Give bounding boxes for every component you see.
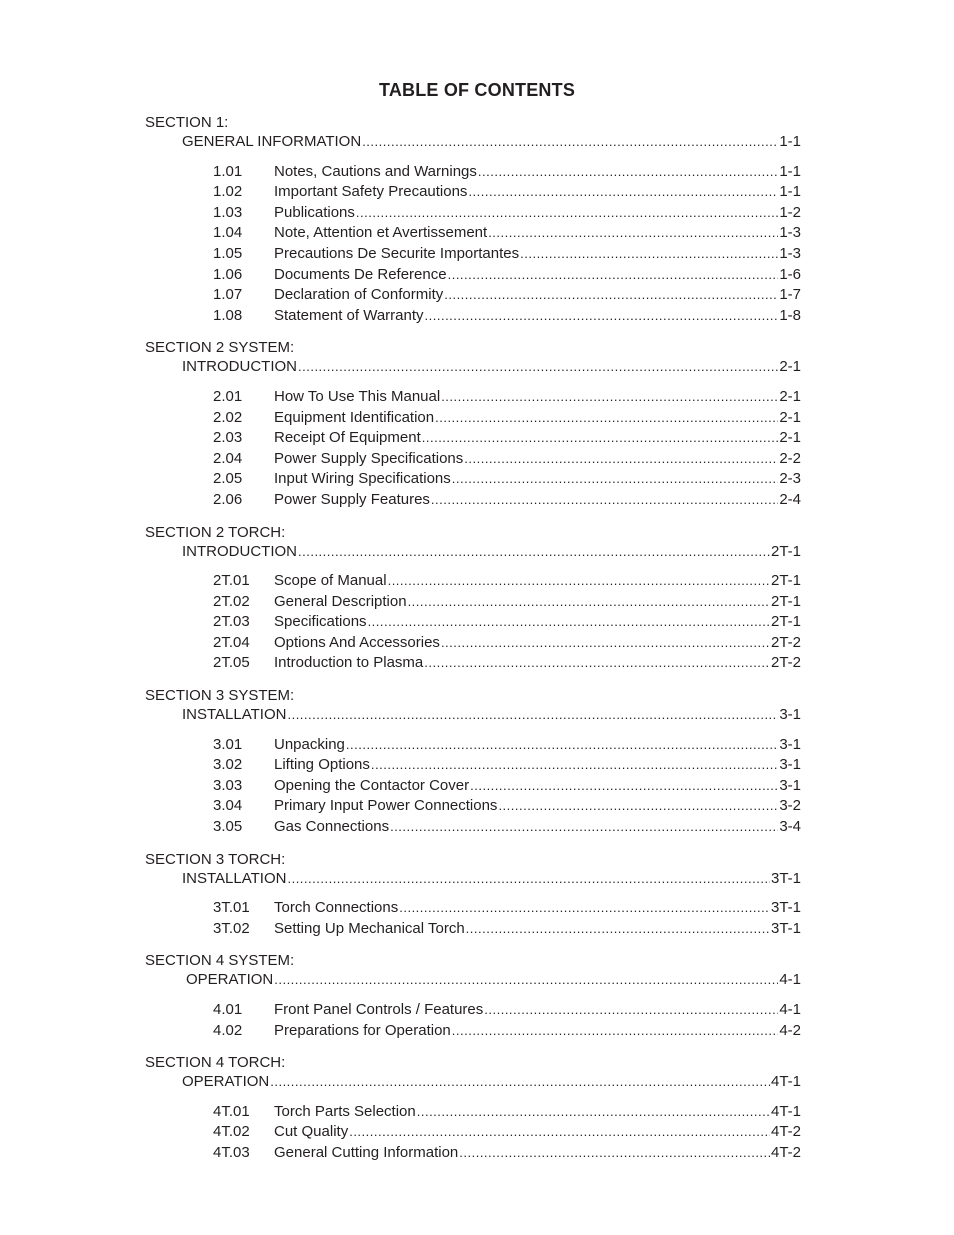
- toc-entry[interactable]: [145, 776, 801, 797]
- toc-section: [145, 952, 801, 1041]
- entry-number: 3.05: [213, 818, 243, 836]
- entry-page-number: 1-3: [779, 244, 801, 262]
- dot-leader: [390, 817, 778, 838]
- entry-number: 2.06: [213, 490, 243, 508]
- entry-page-number: 3-1: [779, 735, 801, 753]
- section-label: SECTION 1:: [145, 114, 229, 131]
- entry-number: 2T.05: [213, 654, 250, 672]
- entry-number: 2T.04: [213, 633, 250, 651]
- entry-page-number: 2-1: [779, 387, 801, 405]
- section-label: SECTION 2 SYSTEM:: [145, 339, 295, 357]
- dot-leader: [388, 571, 770, 592]
- entry-title: Important Safety Precautions: [274, 183, 468, 201]
- toc-entry[interactable]: [145, 817, 801, 838]
- entry-title: Gas Connections: [274, 818, 390, 836]
- entry-title: Scope of Manual: [274, 572, 387, 590]
- toc-entry[interactable]: [145, 592, 801, 613]
- section-heading-row[interactable]: [145, 705, 801, 726]
- section-name: OPERATION: [182, 1073, 270, 1091]
- dot-leader: [346, 735, 778, 756]
- section-heading-row[interactable]: [145, 970, 801, 991]
- toc-entry[interactable]: [145, 612, 801, 633]
- entry-page-number: 1-6: [779, 265, 801, 283]
- section-page-number: 2-1: [779, 358, 801, 376]
- section-page-number: 4T-1: [770, 1073, 801, 1091]
- entry-page-number: 1-1: [779, 162, 801, 180]
- toc-entry[interactable]: [145, 182, 801, 203]
- toc-entry[interactable]: [145, 408, 801, 429]
- entry-page-number: 4T-2: [770, 1143, 801, 1161]
- section-heading-row[interactable]: [145, 132, 801, 153]
- dot-leader: [470, 776, 778, 797]
- toc-section: [145, 851, 801, 940]
- entry-title: Note, Attention et Avertissement: [274, 224, 488, 242]
- toc-entry[interactable]: [145, 1021, 801, 1042]
- dot-leader: [459, 1143, 770, 1164]
- toc-entry[interactable]: [145, 755, 801, 776]
- entry-title: Preparations for Operation: [274, 1021, 451, 1039]
- entry-number: 2.05: [213, 470, 243, 488]
- section-page-number: 2T-1: [770, 542, 801, 560]
- entry-number: 1.03: [213, 203, 243, 221]
- dot-leader: [441, 633, 770, 654]
- entry-number: 3T.02: [213, 919, 250, 937]
- toc-entry[interactable]: [145, 735, 801, 756]
- dot-leader: [274, 970, 778, 991]
- dot-leader: [452, 469, 779, 490]
- entry-title: Power Supply Specifications: [274, 449, 464, 467]
- section-name: INTRODUCTION: [182, 358, 297, 376]
- entry-page-number: 3-1: [779, 776, 801, 794]
- dot-leader: [349, 1122, 770, 1143]
- toc-entry[interactable]: [145, 162, 801, 183]
- toc-entry[interactable]: [145, 633, 801, 654]
- toc-entry[interactable]: [145, 1143, 801, 1164]
- dot-leader: [298, 542, 770, 563]
- entry-page-number: 4-1: [779, 1001, 801, 1018]
- entry-title: Declaration of Conformity: [274, 286, 444, 304]
- entry-number: 1.07: [213, 286, 243, 304]
- toc-entry[interactable]: [145, 244, 801, 265]
- entry-number: 1.06: [213, 265, 243, 283]
- dot-leader: [466, 919, 770, 940]
- entry-number: 4T.02: [213, 1123, 250, 1141]
- toc-section: [145, 339, 801, 510]
- entry-number: 4.02: [213, 1021, 243, 1039]
- entry-page-number: 4T-1: [770, 1102, 801, 1120]
- toc-entry[interactable]: [145, 203, 801, 224]
- entry-title: Receipt Of Equipment: [274, 429, 421, 447]
- entry-title: Torch Parts Selection: [274, 1102, 416, 1120]
- entry-title: Precautions De Securite Importantes: [274, 244, 520, 262]
- entry-page-number: 3T-1: [770, 899, 801, 917]
- entry-title: Torch Connections: [274, 899, 399, 917]
- section-name: INSTALLATION: [182, 869, 287, 887]
- toc-entry[interactable]: [145, 306, 801, 327]
- entry-page-number: 3-1: [779, 756, 801, 774]
- dot-leader: [371, 755, 778, 776]
- entry-title: Equipment Identification: [274, 408, 435, 426]
- section-label: SECTION 4 SYSTEM:: [145, 952, 295, 970]
- dot-leader: [452, 1021, 779, 1042]
- toc-entry[interactable]: [145, 1000, 801, 1021]
- section-page-number: 1-1: [779, 133, 801, 150]
- entry-page-number: 2-1: [779, 408, 801, 426]
- dot-leader: [444, 285, 778, 306]
- entry-number: 2T.03: [213, 613, 250, 631]
- section-page-number: 3-1: [779, 706, 801, 724]
- entry-page-number: 2-4: [779, 490, 801, 508]
- entry-number: 2T.02: [213, 592, 250, 610]
- entry-page-number: 1-8: [779, 306, 801, 324]
- entry-number: 2T.01: [213, 572, 250, 590]
- entry-page-number: 4T-2: [770, 1123, 801, 1141]
- dot-leader: [287, 869, 770, 890]
- entry-number: 3T.01: [213, 899, 250, 917]
- entry-number: 4.01: [213, 1001, 243, 1018]
- dot-leader: [362, 132, 778, 153]
- entry-number: 1.04: [213, 224, 243, 242]
- entry-title: Input Wiring Specifications: [274, 470, 451, 488]
- entry-page-number: 1-1: [779, 183, 801, 201]
- dot-leader: [425, 306, 779, 327]
- entry-page-number: 1-2: [779, 203, 801, 221]
- entry-number: 3.04: [213, 797, 243, 815]
- section-page-number: 4-1: [779, 971, 801, 989]
- entry-number: 1.02: [213, 183, 243, 201]
- dot-leader: [478, 162, 778, 183]
- dot-leader: [431, 490, 778, 511]
- entry-page-number: 2-2: [779, 449, 801, 467]
- dot-leader: [356, 203, 778, 224]
- entry-title: Publications: [274, 203, 355, 221]
- toc-entry[interactable]: [145, 898, 801, 919]
- entry-number: 4T.01: [213, 1102, 250, 1120]
- section-page-number: 3T-1: [770, 869, 801, 887]
- dot-leader: [399, 898, 770, 919]
- entry-number: 2.01: [213, 387, 243, 405]
- toc-section: [145, 1054, 801, 1163]
- entry-page-number: 3-2: [779, 797, 801, 815]
- entry-title: Documents De Reference: [274, 265, 447, 283]
- entry-page-number: 2T-1: [770, 572, 801, 590]
- toc-section: [145, 687, 801, 838]
- entry-title: General Description: [274, 592, 407, 610]
- dot-leader: [448, 265, 779, 286]
- entry-title: Introduction to Plasma: [274, 654, 424, 672]
- section-heading-row[interactable]: [145, 869, 801, 890]
- dot-leader: [270, 1072, 770, 1093]
- entry-title: Power Supply Features: [274, 490, 430, 508]
- dot-leader: [441, 387, 778, 408]
- dot-leader: [408, 592, 770, 613]
- section-label: SECTION 4 TORCH:: [145, 1054, 286, 1072]
- dot-leader: [488, 223, 778, 244]
- toc-entry[interactable]: [145, 285, 801, 306]
- entry-title: Lifting Options: [274, 756, 370, 774]
- toc-entry[interactable]: [145, 223, 801, 244]
- dot-leader: [422, 428, 779, 449]
- section-heading-row[interactable]: [145, 542, 801, 563]
- entry-number: 2.02: [213, 408, 243, 426]
- entry-number: 4T.03: [213, 1143, 250, 1161]
- entry-page-number: 1-3: [779, 224, 801, 242]
- entry-number: 3.02: [213, 756, 243, 774]
- dot-leader: [464, 449, 778, 470]
- toc-entry[interactable]: [145, 653, 801, 674]
- dot-leader: [435, 408, 778, 429]
- entry-title: Primary Input Power Connections: [274, 797, 498, 815]
- toc-entry[interactable]: [145, 387, 801, 408]
- dot-leader: [484, 1000, 778, 1021]
- entry-number: 1.05: [213, 244, 243, 262]
- toc-entry[interactable]: [145, 796, 801, 817]
- entry-title: Statement of Warranty: [274, 306, 424, 324]
- dot-leader: [368, 612, 770, 633]
- section-name: GENERAL INFORMATION: [182, 133, 362, 150]
- entry-title: Front Panel Controls / Features: [274, 1001, 484, 1018]
- dot-leader: [468, 182, 778, 203]
- entry-number: 3.01: [213, 735, 243, 753]
- entry-page-number: 2T-1: [770, 592, 801, 610]
- entry-number: 3.03: [213, 776, 243, 794]
- section-name: INTRODUCTION: [182, 542, 297, 560]
- entry-page-number: 2T-1: [770, 613, 801, 631]
- entry-title: Setting Up Mechanical Torch: [274, 919, 465, 937]
- section-name: OPERATION: [186, 971, 274, 989]
- entry-title: Unpacking: [274, 735, 345, 753]
- entry-title: Cut Quality: [274, 1123, 349, 1141]
- entry-page-number: 3T-1: [770, 919, 801, 937]
- entry-title: How To Use This Manual: [274, 387, 441, 405]
- entry-title: Options And Accessories: [274, 633, 440, 651]
- section-heading-row[interactable]: [145, 1072, 801, 1093]
- entry-number: 1.08: [213, 306, 243, 324]
- entry-page-number: 4-2: [779, 1021, 801, 1039]
- dot-leader: [287, 705, 778, 726]
- page-title: TABLE OF CONTENTS: [378, 80, 576, 100]
- table-of-contents: [145, 114, 801, 1177]
- toc-entry[interactable]: [145, 428, 801, 449]
- toc-section: [145, 114, 801, 326]
- dot-leader: [298, 357, 778, 378]
- section-label: SECTION 3 TORCH:: [145, 850, 286, 868]
- entry-number: 2.03: [213, 429, 243, 447]
- entry-title: General Cutting Information: [274, 1143, 459, 1161]
- entry-page-number: 2-3: [779, 470, 801, 488]
- entry-title: Opening the Contactor Cover: [274, 776, 470, 794]
- toc-entry[interactable]: [145, 919, 801, 940]
- toc-entry[interactable]: [145, 449, 801, 470]
- entry-title: Specifications: [274, 613, 367, 631]
- toc-entry[interactable]: [145, 1102, 801, 1123]
- toc-entry[interactable]: [145, 265, 801, 286]
- dot-leader: [417, 1102, 770, 1123]
- section-name: INSTALLATION: [182, 706, 287, 724]
- section-heading-row[interactable]: [145, 357, 801, 378]
- entry-page-number: 1-7: [779, 286, 801, 304]
- entry-page-number: 2-1: [779, 429, 801, 447]
- entry-title: Notes, Cautions and Warnings: [274, 162, 477, 180]
- entry-number: 1.01: [213, 162, 243, 180]
- entry-page-number: 2T-2: [770, 633, 801, 651]
- toc-entry[interactable]: [145, 469, 801, 490]
- entry-page-number: 2T-2: [770, 654, 801, 672]
- toc-entry[interactable]: [145, 490, 801, 511]
- section-label: SECTION 3 SYSTEM:: [145, 687, 295, 705]
- entry-page-number: 3-4: [779, 818, 801, 836]
- toc-section: [145, 524, 801, 675]
- dot-leader: [520, 244, 778, 265]
- entry-number: 2.04: [213, 449, 243, 467]
- dot-leader: [424, 653, 770, 674]
- dot-leader: [498, 796, 778, 817]
- toc-entry[interactable]: [145, 571, 801, 592]
- section-label: SECTION 2 TORCH:: [145, 523, 286, 541]
- toc-entry[interactable]: [145, 1122, 801, 1143]
